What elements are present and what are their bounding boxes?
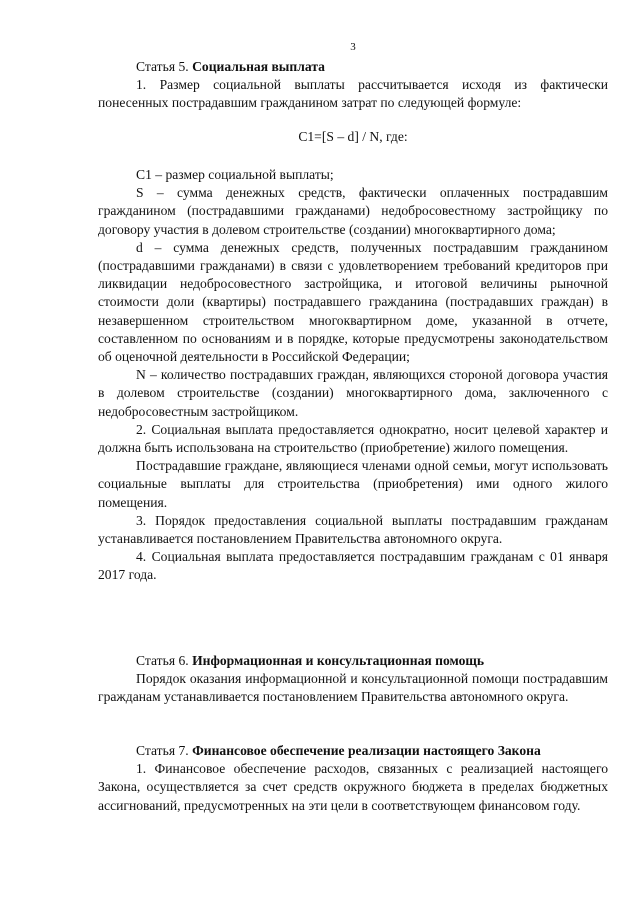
formula: С1=[S – d] / N, где: — [298, 129, 408, 144]
article-5-prefix: Статья 5. — [136, 59, 189, 74]
article-6-prefix: Статья 6. — [136, 653, 189, 668]
article-6-heading — [98, 652, 608, 670]
article-5-paragraph-1: 1. Размер социальной выплаты рассчитывается исходя из фактически понесенных пострадавшим гражданином затрат по следующей формуле: — [98, 77, 608, 111]
definition-s: S – сумма денежных средств, фактически оплаченных пострадавшим гражданином (пострадавшими гражданами) недобросовестному застройщику по договору участия в долевом строительстве (создании) многоквартирного дома; — [98, 185, 608, 237]
article-6-paragraph-1: Порядок оказания информационной и консультационной помощи пострадавшим гражданам устанавливается постановлением Правительства автономного округа. — [98, 671, 608, 705]
article-5-title: Социальная выплата — [192, 59, 325, 74]
page-number: 3 — [350, 41, 356, 53]
article-6-title: Информационная и консультационная помощь — [192, 653, 485, 668]
article-7-paragraph-1: 1. Финансовое обеспечение расходов, связанных с реализацией настоящего Закона, осуществляется за счет средств окружного бюджета в пределах бюджетных ассигнований, предусмотренных на эти цели в соответствующем финансовом году. — [98, 761, 608, 813]
article-7 — [98, 742, 608, 815]
definitions — [98, 166, 608, 585]
article-7-prefix: Статья 7. — [136, 743, 189, 758]
article-7-heading — [98, 742, 608, 760]
article-5-paragraph-4: 4. Социальная выплата предоставляется пострадавшим гражданам с 01 января 2017 года. — [98, 549, 608, 583]
definition-d: d – сумма денежных средств, полученных пострадавшим гражданином (пострадавшими гражданами) в связи с удовлетворением требований кредиторов при ликвидации недобросовестного застройщика, и итоговой величины рыночной стоимости доли (квартиры) пострадавшего гражданина (пострадавших граждан) в незавершенном строительством многоквартирном доме, указанной в отчете, составленном по основаниям и в порядке, которые предусмотрены законодательством об оценочной деятельности в Российской Федерации; — [98, 239, 608, 365]
definition-c1: С1 – размер социальной выплаты; — [136, 167, 334, 182]
article-7-title: Финансовое обеспечение реализации настоящего Закона — [192, 743, 541, 758]
article-5 — [98, 58, 608, 113]
formula-block — [98, 128, 608, 146]
article-6 — [98, 652, 608, 707]
definition-n: N – количество пострадавших граждан, являющихся стороной договора участия в долевом строительстве (создании) многоквартирного дома, заключенного с недобросовестным застройщиком. — [98, 367, 608, 419]
article-5-paragraph-3: 3. Порядок предоставления социальной выплаты пострадавшим гражданам устанавливается постановлением Правительства автономного округа. — [98, 512, 608, 547]
article-5-paragraph-2: 2. Социальная выплата предоставляется однократно, носит целевой характер и должна быть использована на строительство (приобретение) жилого помещения. — [98, 421, 608, 456]
article-5-heading — [98, 58, 608, 76]
article-5-paragraph-2b: Пострадавшие граждане, являющиеся членами одной семьи, могут использовать социальные выплаты для строительства (приобретения) ими одного жилого помещения. — [98, 458, 608, 510]
